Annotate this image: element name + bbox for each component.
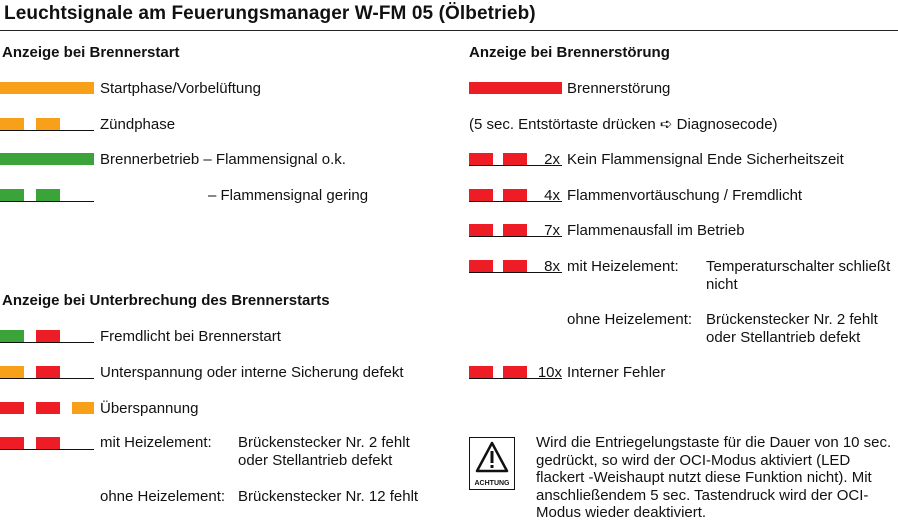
diagnose-hint: (5 sec. Entstörtaste drücken ➪ Diagnosecode) — [469, 116, 778, 133]
led-orange-segment — [36, 118, 60, 130]
led-red-segment — [469, 153, 493, 165]
led-red-segment — [503, 189, 527, 201]
led-red-segment — [0, 437, 24, 449]
led-green-segment — [0, 330, 24, 342]
signal-baseline — [0, 130, 94, 131]
signal-value: Brückenstecker Nr. 2 fehlt oder Stellantrieb defekt — [706, 311, 878, 346]
led-red-segment — [0, 402, 24, 414]
title-rule — [0, 30, 898, 31]
led-red-segment — [503, 366, 527, 378]
signal-label: ohne Heizelement: — [567, 311, 693, 328]
blink-count: 4x — [544, 187, 560, 204]
signal-label: Fremdlicht bei Brennerstart — [100, 328, 281, 345]
led-orange-segment — [0, 118, 24, 130]
led-red-segment — [469, 366, 493, 378]
led-red-segment — [36, 437, 60, 449]
led-orange-segment — [72, 402, 94, 414]
signal-value: Brückenstecker Nr. 2 fehlt oder Stellantrieb defekt — [238, 434, 410, 469]
signal-label: Überspannung — [100, 400, 199, 417]
led-orange-segment — [0, 366, 24, 378]
led-green-bar — [0, 153, 94, 165]
signal-label: mit Heizelement: — [567, 258, 679, 275]
signal-label: Zündphase — [100, 116, 176, 133]
signal-baseline — [0, 378, 94, 379]
signal-label: Flammenvortäuschung / Fremdlicht — [567, 187, 803, 204]
signal-label: ohne Heizelement: — [100, 488, 226, 505]
led-red-bar — [469, 82, 562, 94]
page-title: Leuchtsignale am Feuerungsmanager W-FM 05 (Ölbetrieb) — [4, 3, 536, 24]
blink-count: 8x — [544, 258, 560, 275]
led-green-segment — [0, 189, 24, 201]
signal-label: Flammenausfall im Betrieb — [567, 222, 745, 239]
signal-label: Unterspannung oder interne Sicherung defekt — [100, 364, 404, 381]
blink-count: 7x — [544, 222, 560, 239]
signal-value: Brückenstecker Nr. 12 fehlt — [238, 488, 419, 505]
warning-triangle-icon — [475, 441, 509, 473]
led-red-segment — [469, 260, 493, 272]
led-red-segment — [469, 224, 493, 236]
led-red-segment — [36, 402, 60, 414]
section-heading-start: Anzeige bei Brennerstart — [2, 44, 180, 61]
signal-label: Startphase/Vorbelüftung — [100, 80, 261, 97]
led-red-segment — [503, 260, 527, 272]
blink-count: 10x — [537, 364, 562, 381]
signal-label: Brennerstörung — [567, 80, 671, 97]
led-red-segment — [36, 330, 60, 342]
led-green-segment — [36, 189, 60, 201]
warning-box — [469, 437, 515, 490]
signal-label: Interner Fehler — [567, 364, 666, 381]
led-red-segment — [503, 153, 527, 165]
led-red-segment — [503, 224, 527, 236]
signal-baseline — [0, 201, 94, 202]
signal-label: mit Heizelement: — [100, 434, 212, 451]
section-heading-interruption: Anzeige bei Unterbrechung des Brennerstarts — [2, 292, 330, 309]
signal-baseline — [0, 342, 94, 343]
signal-value: Temperaturschalter schließt nicht — [706, 258, 891, 293]
signal-label: – Flammensignal gering — [208, 187, 369, 204]
signal-label: Kein Flammensignal Ende Sicherheitszeit — [567, 151, 844, 168]
signal-baseline — [0, 449, 94, 450]
warning-text: Wird die Entriegelungstaste für die Dauer von 10 sec. gedrückt, so wird der OCI-Modus aktiviert (LED flackert -Weishaupt nutzt diese Funktion nicht). Mit anschließendem 5 sec. Tastendruck wird der OCI-Modus wieder deaktiviert. — [536, 434, 892, 521]
signal-label: Brennerbetrieb – Flammensignal o.k. — [100, 151, 346, 168]
led-red-segment — [36, 366, 60, 378]
led-red-segment — [469, 189, 493, 201]
warning-label: ACHTUNG — [474, 480, 510, 487]
blink-count: 2x — [544, 151, 560, 168]
section-heading-fault: Anzeige bei Brennerstörung — [469, 44, 670, 61]
led-orange-bar — [0, 82, 94, 94]
